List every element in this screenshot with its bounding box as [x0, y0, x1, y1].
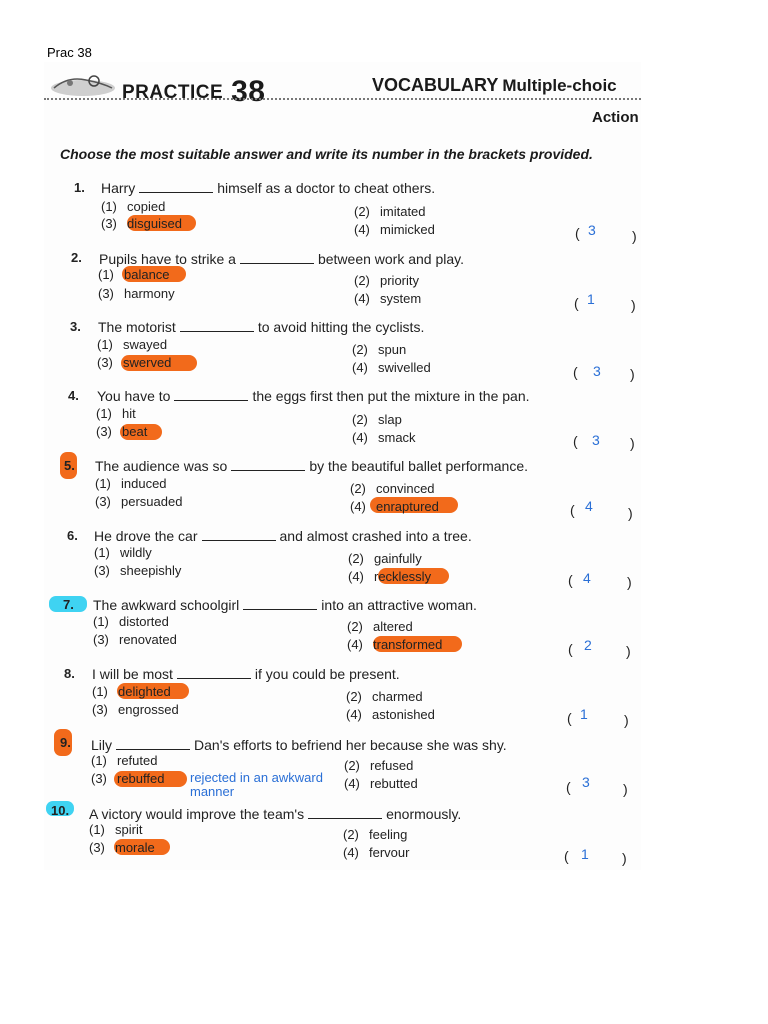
vocab-subtitle: Multiple-choic [502, 76, 617, 95]
written-answer: 1 [580, 706, 588, 722]
practice-label: PRACTICE [122, 82, 224, 103]
vocab-title: VOCABULARY [372, 75, 499, 95]
question-number: 2. [71, 250, 82, 265]
answer-blank [202, 530, 276, 541]
answer-blank [116, 739, 190, 750]
bracket-open: ( [568, 641, 573, 657]
option-4: (4) enraptured [350, 499, 439, 514]
question-number: 1. [74, 180, 85, 195]
bracket-open: ( [567, 710, 572, 726]
option-4: (4) smack [352, 430, 416, 445]
written-answer: 3 [588, 222, 596, 238]
option-3: (3) persuaded [95, 494, 183, 509]
handwritten-note: rejected in an awkward manner [190, 770, 323, 799]
option-3: (3) morale [89, 840, 155, 855]
option-3: (3) disguised [101, 216, 182, 231]
question-stem [101, 180, 435, 196]
document-label: Prac 38 [47, 45, 92, 60]
answer-blank [174, 390, 248, 401]
bracket-close: ) [630, 366, 635, 382]
option-3: (3) renovated [93, 632, 177, 647]
bracket-open: ( [570, 502, 575, 518]
option-1: (1) hit [96, 406, 136, 421]
option-4: (4) recklessly [348, 569, 432, 584]
bracket-close: ) [627, 574, 632, 590]
option-1: (1) induced [95, 476, 167, 491]
option-1: (1) balance [98, 267, 170, 282]
option-2: (2) convinced [350, 481, 435, 496]
vocabulary-heading [372, 75, 617, 96]
option-4: (4) fervour [343, 845, 410, 860]
option-2: (2) imitated [354, 204, 426, 219]
written-answer: 3 [582, 774, 590, 790]
option-1: (1) copied [101, 199, 166, 214]
bracket-close: ) [624, 712, 629, 728]
bracket-close: ) [626, 643, 631, 659]
option-1: (1) swayed [97, 337, 168, 352]
written-answer: 4 [585, 498, 593, 514]
option-2: (2) priority [354, 273, 420, 288]
option-2: (2) charmed [346, 689, 423, 704]
instruction-text: Choose the most suitable answer and write its number in the brackets provided. [60, 146, 593, 162]
bracket-close: ) [628, 505, 633, 521]
written-answer: 1 [581, 846, 589, 862]
option-1: (1) refuted [91, 753, 158, 768]
option-1: (1) wildly [94, 545, 152, 560]
header-divider [44, 98, 641, 100]
option-4: (4) swivelled [352, 360, 431, 375]
option-3: (3) harmony [98, 286, 175, 301]
option-3: (3) beat [96, 424, 148, 439]
answer-blank [139, 182, 213, 193]
option-3: (3) sheepishly [94, 563, 182, 578]
option-2: (2) feeling [343, 827, 408, 842]
question-number: 7. [63, 597, 74, 612]
option-4: (4) rebutted [344, 776, 418, 791]
bracket-open: ( [574, 295, 579, 311]
option-4: (4) astonished [346, 707, 435, 722]
question-number: 5. [64, 458, 75, 473]
written-answer: 2 [584, 637, 592, 653]
question-stem: The motorist to avoid hitting the cyclists. [98, 319, 425, 335]
question-stem: He drove the car and almost crashed into a tree. [94, 528, 472, 544]
stem-start: Harry [101, 180, 136, 196]
answer-blank [231, 460, 305, 471]
practice-heading [122, 72, 266, 106]
written-answer: 3 [593, 363, 601, 379]
option-1: (1) delighted [92, 684, 171, 699]
option-1: (1) distorted [93, 614, 169, 629]
bracket-close: ) [632, 228, 637, 244]
option-2: (2) slap [352, 412, 402, 427]
answer-blank [177, 668, 251, 679]
written-answer: 3 [592, 432, 600, 448]
question-stem: You have to the eggs first then put the mixture in the pan. [97, 388, 530, 404]
answer-blank [240, 253, 314, 264]
question-stem: I will be most if you could be present. [92, 666, 400, 682]
bracket-close: ) [623, 781, 628, 797]
answer-blank [243, 599, 317, 610]
option-3: (3) engrossed [92, 702, 179, 717]
topic-label: Action [592, 109, 639, 126]
question-number: 9. [60, 735, 71, 750]
option-4: (4) system [354, 291, 422, 306]
stem-end: himself as a doctor to cheat others. [217, 180, 436, 196]
option-4: (4) mimicked [354, 222, 435, 237]
question-stem: The awkward schoolgirl into an attractive woman. [93, 597, 477, 613]
bracket-open: ( [573, 433, 578, 449]
bracket-open: ( [568, 572, 573, 588]
option-1: (1) spirit [89, 822, 143, 837]
answer-blank [308, 808, 382, 819]
option-2: (2) spun [352, 342, 407, 357]
practice-number: 38 [231, 75, 266, 108]
bracket-close: ) [630, 435, 635, 451]
written-answer: 1 [587, 291, 595, 307]
question-number: 3. [70, 319, 81, 334]
option-3: (3) swerved [97, 355, 172, 370]
leaf-logo-icon [48, 72, 118, 98]
bracket-open: ( [573, 364, 578, 380]
option-3: (3) rebuffed [91, 771, 165, 786]
option-4: (4) transformed [347, 637, 443, 652]
bracket-close: ) [622, 850, 627, 866]
bracket-open: ( [575, 225, 580, 241]
question-stem: Pupils have to strike a between work and play. [99, 251, 465, 267]
bracket-open: ( [564, 848, 569, 864]
option-2: (2) altered [347, 619, 413, 634]
question-number: 4. [68, 388, 79, 403]
question-stem: A victory would improve the team's enormously. [89, 806, 462, 822]
option-2: (2) refused [344, 758, 414, 773]
answer-blank [180, 321, 254, 332]
question-stem: The audience was so by the beautiful ballet performance. [95, 458, 529, 474]
question-number: 10. [51, 803, 70, 818]
written-answer: 4 [583, 570, 591, 586]
bracket-open: ( [566, 779, 571, 795]
question-stem: Lily Dan's efforts to befriend her because she was shy. [91, 737, 507, 753]
bracket-close: ) [631, 297, 636, 313]
option-2: (2) gainfully [348, 551, 422, 566]
question-number: 6. [67, 528, 78, 543]
question-number: 8. [64, 666, 75, 681]
